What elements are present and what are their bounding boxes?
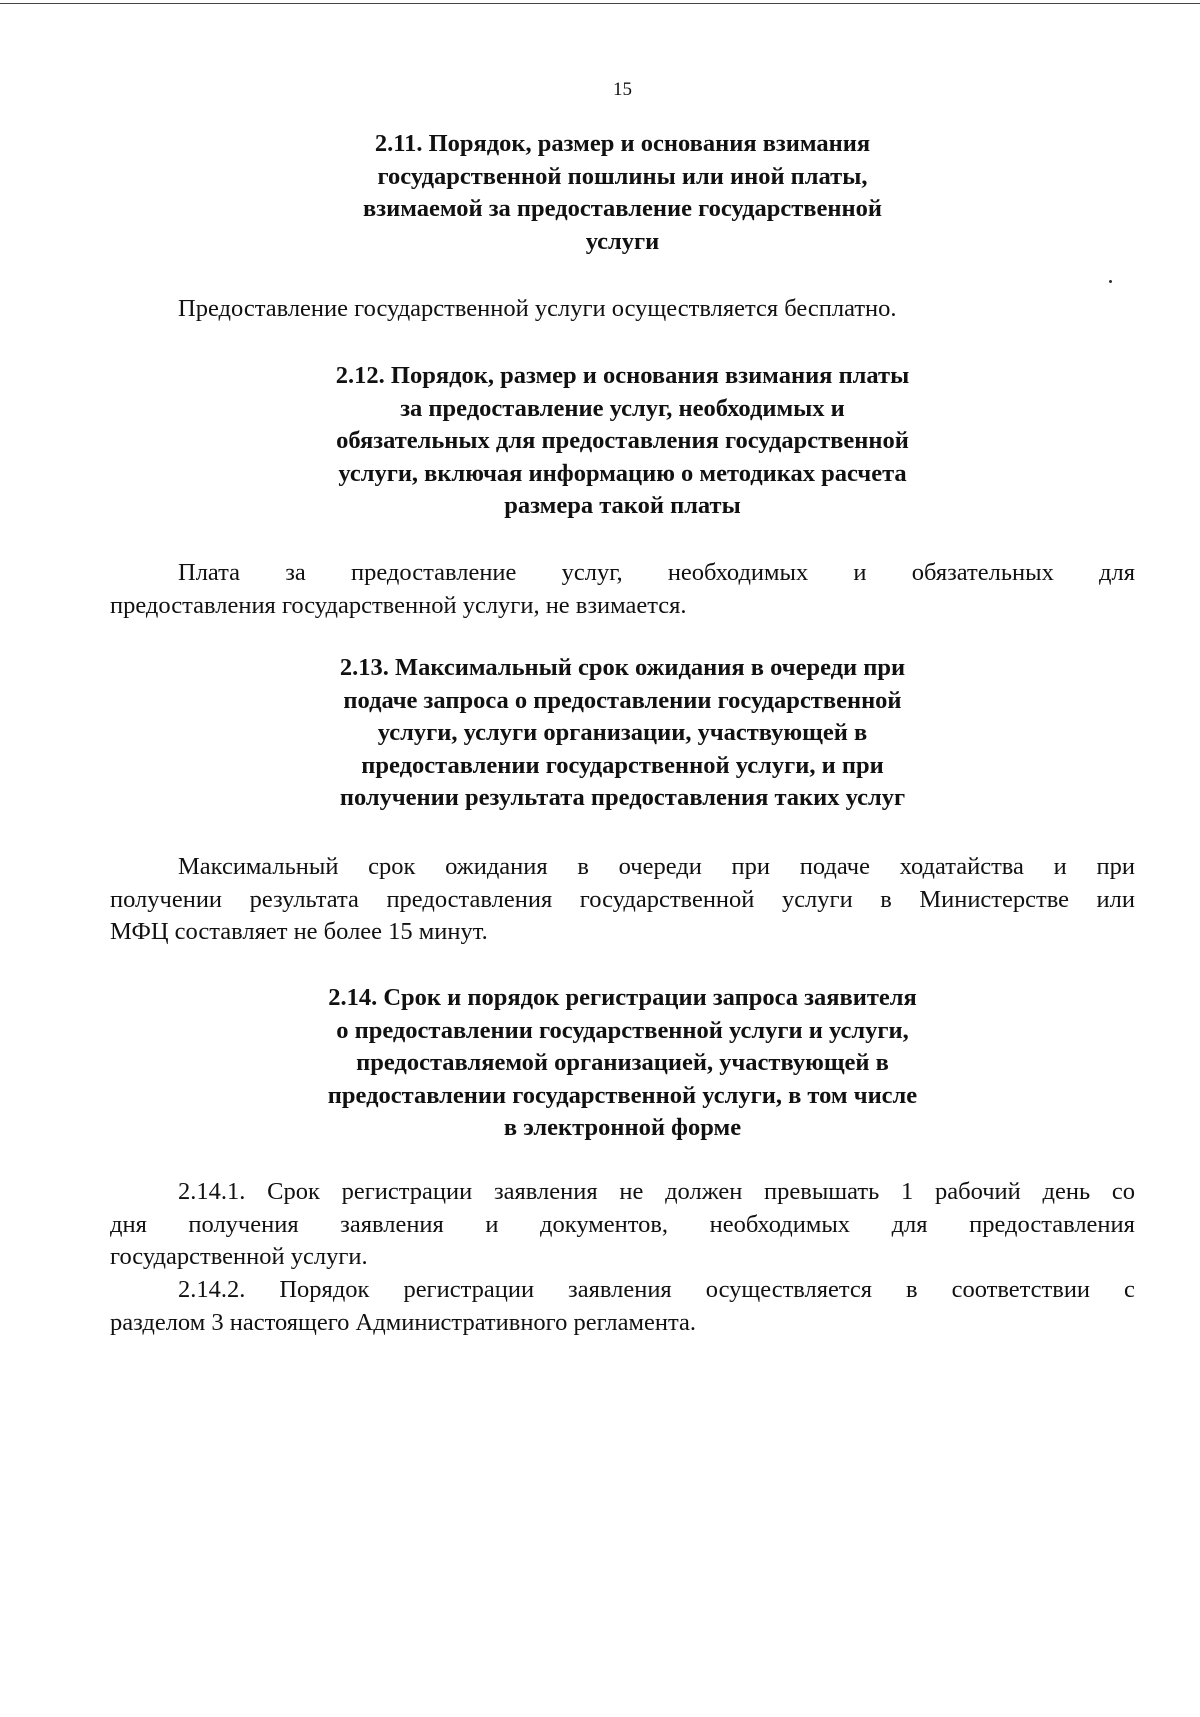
word: ожидания — [445, 853, 548, 880]
word: Срок — [267, 1178, 320, 1205]
word: заявления — [493, 1178, 598, 1205]
word: должен — [665, 1178, 743, 1205]
heading-line: за предоставление услуг, необходимых и — [400, 394, 845, 422]
word: и — [485, 1210, 499, 1238]
word: день — [1042, 1178, 1091, 1205]
word: получения — [188, 1210, 299, 1238]
word: услуги — [781, 885, 853, 913]
word: Плата — [178, 559, 241, 586]
top-border-line — [0, 3, 1200, 4]
word: Министерстве — [919, 885, 1070, 913]
section-heading-2-11 — [110, 128, 1135, 258]
word: предоставления — [386, 885, 553, 913]
heading-line: 2.12. Порядок, размер и основания взимания платы — [335, 362, 910, 389]
heading-line: услуги, включая информацию о методиках расчета — [338, 459, 907, 487]
word: заявления — [340, 1210, 444, 1238]
word: необходимых — [667, 559, 809, 586]
paragraph-line: предоставления государственной услуги, не взимается. — [110, 591, 687, 619]
section-paragraph-2-14-1 — [110, 1176, 1135, 1274]
section-heading-2-14 — [110, 982, 1135, 1145]
word: государственной — [579, 885, 755, 913]
heading-line: обязательных для предоставления государственной — [336, 427, 909, 454]
word: в — [577, 853, 589, 880]
heading-line: подаче запроса о предоставлении государственной — [343, 686, 902, 714]
paragraph-line: разделом 3 настоящего Административного регламента. — [110, 1308, 697, 1336]
word: за — [285, 559, 306, 586]
word: соответствии — [951, 1276, 1091, 1303]
heading-line: услуги — [585, 227, 660, 255]
word: 2.14.2. — [178, 1276, 246, 1303]
word: необходимых — [709, 1210, 851, 1238]
heading-line: услуги, услуги организации, участвующей в — [377, 719, 868, 746]
word: 2.14.1. — [178, 1178, 246, 1205]
paragraph-line-justified — [110, 1176, 1135, 1209]
word: регистрации — [403, 1276, 535, 1303]
heading-line: предоставлении государственной услуги, в том числе — [327, 1081, 918, 1109]
paragraph-line: Предоставление государственной услуги осуществляется бесплатно. — [178, 295, 897, 322]
word: при — [731, 853, 771, 880]
word: заявления — [568, 1276, 672, 1303]
word: со — [1111, 1178, 1135, 1205]
paragraph-line: МФЦ составляет не более 15 минут. — [110, 918, 488, 945]
paragraph-line-justified — [110, 1209, 1135, 1242]
heading-line: 2.14. Срок и порядок регистрации запроса заявителя — [328, 984, 917, 1011]
word: не — [619, 1178, 644, 1205]
heading-line: взимаемой за предоставление государственной — [363, 195, 882, 222]
word: и — [1053, 853, 1067, 880]
word: ходатайства — [899, 853, 1024, 880]
word: осуществляется — [705, 1276, 873, 1303]
heading-line: государственной пошлины или иной платы, — [377, 162, 868, 190]
paragraph-line-justified — [110, 1274, 1135, 1307]
word: предоставление — [350, 559, 517, 586]
word: 1 — [901, 1178, 914, 1205]
word: Максимальный — [178, 853, 339, 880]
word: в — [880, 885, 892, 913]
page-number: 15 — [613, 79, 632, 100]
word: предоставления — [969, 1210, 1135, 1238]
heading-line: 2.13. Максимальный срок ожидания в очереди при — [339, 654, 906, 681]
heading-line: предоставляемой организацией, участвующей в — [356, 1049, 889, 1076]
heading-line: о предоставлении государственной услуги и услуги, — [336, 1016, 909, 1044]
section-paragraph-2-14-2 — [110, 1274, 1135, 1339]
section-paragraph-2-11 — [110, 293, 1135, 326]
word: превышать — [764, 1178, 880, 1205]
word: и — [853, 559, 867, 586]
section-heading-2-12 — [110, 360, 1135, 523]
scan-speck — [1109, 280, 1112, 283]
word: дня — [110, 1210, 147, 1238]
word: для — [1099, 559, 1135, 586]
word: или — [1096, 885, 1135, 913]
word: для — [891, 1210, 928, 1238]
word: обязательных — [911, 559, 1054, 586]
word: при — [1096, 853, 1135, 880]
heading-line: предоставлении государственной услуги, и при — [361, 751, 884, 779]
word: подаче — [799, 853, 870, 880]
paragraph-line-justified — [110, 851, 1135, 884]
word: документов, — [540, 1210, 669, 1238]
section-paragraph-2-13 — [110, 851, 1135, 949]
word: с — [1124, 1276, 1135, 1303]
word: в — [906, 1276, 918, 1303]
section-heading-2-13 — [110, 652, 1135, 815]
section-paragraph-2-12 — [110, 557, 1135, 622]
word: результата — [249, 885, 359, 913]
heading-line: 2.11. Порядок, размер и основания взимания — [374, 130, 871, 157]
word: регистрации — [341, 1178, 473, 1205]
word: срок — [368, 853, 416, 880]
heading-line: получении результата предоставления таких услуг — [339, 784, 906, 811]
word: получении — [110, 885, 223, 913]
paragraph-line: государственной услуги. — [110, 1243, 368, 1270]
paragraph-line-justified — [110, 557, 1135, 590]
heading-line: в электронной форме — [503, 1114, 742, 1141]
word: рабочий — [935, 1178, 1021, 1205]
paragraph-line-justified — [110, 884, 1135, 917]
word: Порядок — [279, 1276, 370, 1303]
word: услуг, — [561, 559, 623, 586]
heading-line: размера такой платы — [504, 492, 741, 519]
word: очереди — [618, 853, 702, 880]
